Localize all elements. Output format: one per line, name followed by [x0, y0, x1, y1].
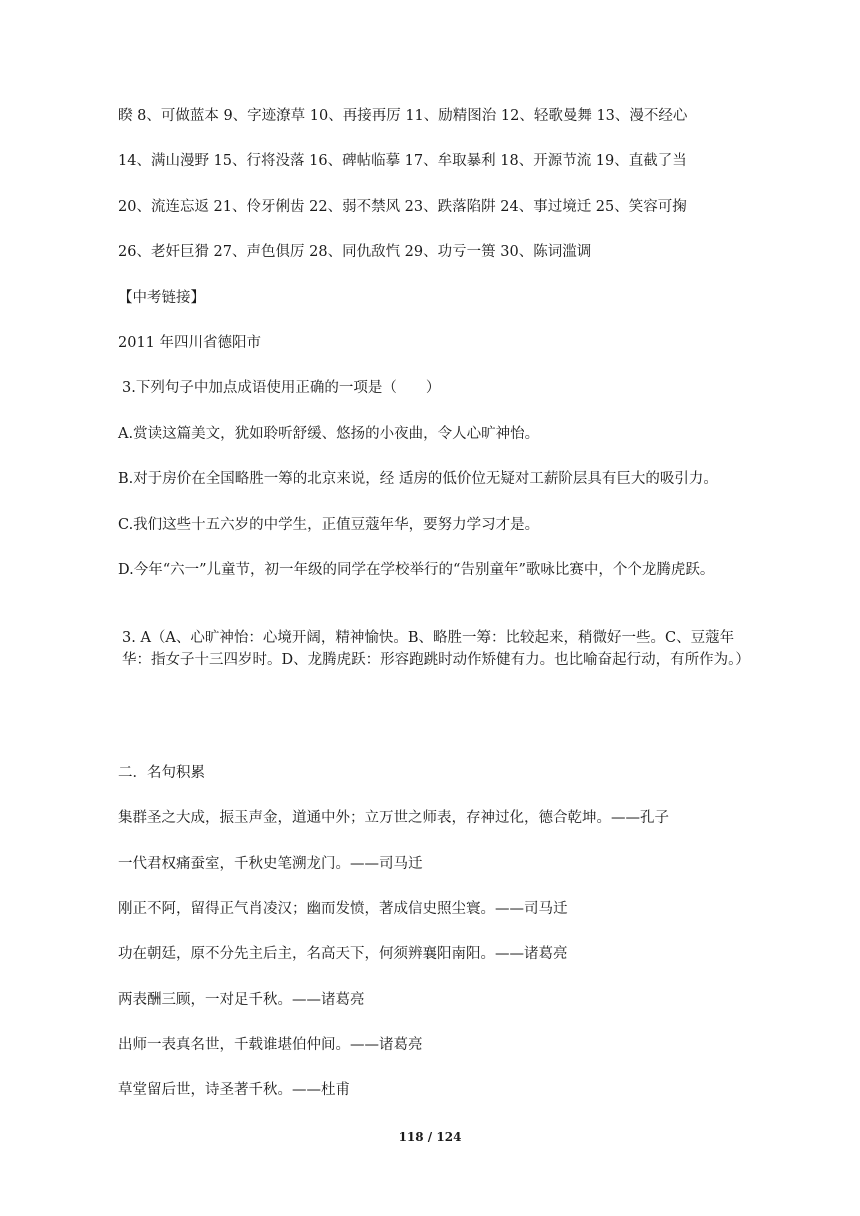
quote-line: 草堂留后世，诗圣著千秋。——杜甫 — [118, 1082, 350, 1098]
page-number: 118 / 124 — [398, 1130, 462, 1144]
exam-source: 2011 年四川省德阳市 — [118, 335, 262, 351]
exam-link-heading: 【中考链接】 — [118, 290, 205, 306]
option-a: A.赏读这篇美文，犹如聆听舒缓、悠扬的小夜曲，令人心旷神怡。 — [118, 426, 540, 442]
idiom-line: 睽 8、可做蓝本 9、字迹潦草 10、再接再厉 11、励精图治 12、轻歌曼舞 13、漫不经心 — [118, 108, 688, 124]
section-two-heading: 二．名句积累 — [118, 765, 205, 781]
quote-line: 出师一表真名世，千载谁堪伯仲间。——诸葛亮 — [118, 1037, 423, 1053]
answer-explanation: 3. A（A、心旷神怡：心境开阔，精神愉快。B、略胜一筹：比较起来，稍微好一些。C、豆蔻年华：指女子十三四岁时。D、龙腾虎跃：形容跑跳时动作矫健有力。也比喻奋起行动，有所作为。） — [122, 630, 750, 668]
quote-line: 功在朝廷，原不分先主后主，名高天下，何须辨襄阳南阳。——诸葛亮 — [118, 946, 568, 962]
quote-line: 集群圣之大成，振玉声金，道通中外；立万世之师表，存神过化，德合乾坤。——孔子 — [118, 810, 669, 826]
option-b: B.对于房价在全国略胜一筹的北京来说，经 适房的低价位无疑对工薪阶层具有巨大的吸引力。 — [118, 471, 718, 487]
option-d: D.今年“六一”儿童节，初一年级的同学在学校举行的“告别童年”歌咏比赛中，个个龙腾虎跃。 — [118, 562, 715, 578]
quote-line: 一代君权痛蚕室，千秋史笔溯龙门。——司马迁 — [118, 856, 423, 872]
idiom-line: 20、流连忘返 21、伶牙俐齿 22、弱不禁风 23、跌落陷阱 24、事过境迁 25、笑容可掬 — [118, 199, 687, 215]
idiom-line: 14、满山漫野 15、行将没落 16、碑帖临摹 17、牟取暴利 18、开源节流 19、直截了当 — [118, 153, 687, 169]
option-c: C.我们这些十五六岁的中学生，正值豆蔻年华，要努力学习才是。 — [118, 517, 540, 533]
quote-line: 刚正不阿，留得正气肖凌汉；幽而发愤，著成信史照尘寰。——司马迁 — [118, 901, 568, 917]
exam-question: 3.下列句子中加点成语使用正确的一项是（ ） — [122, 380, 441, 396]
idiom-line: 26、老奸巨猾 27、声色俱厉 28、同仇敌忾 29、功亏一篑 30、陈词滥调 — [118, 244, 592, 260]
quote-line: 两表酬三顾，一对足千秋。——诸葛亮 — [118, 992, 365, 1008]
